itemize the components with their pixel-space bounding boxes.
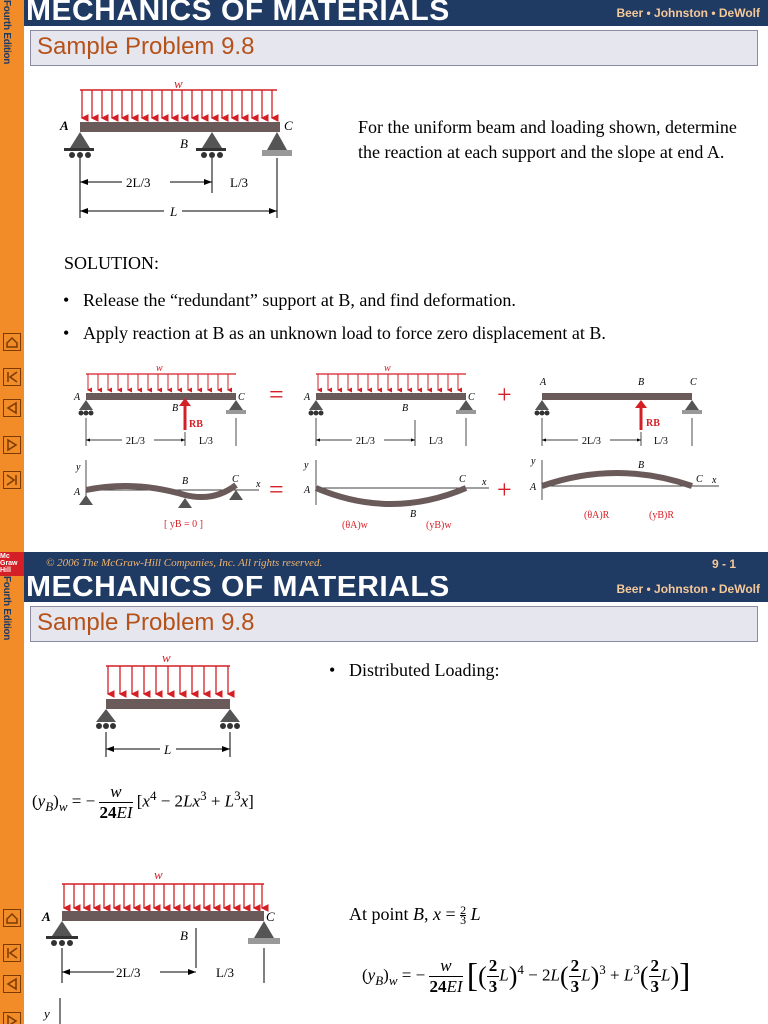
home-button-2[interactable] — [3, 909, 21, 927]
svg-text:C: C — [238, 392, 245, 403]
svg-text:B: B — [410, 509, 417, 520]
section-title: Sample Problem 9.8 — [37, 33, 255, 60]
svg-text:A: A — [304, 392, 311, 403]
svg-text:B: B — [638, 377, 645, 388]
superposition-diagram — [64, 360, 724, 540]
page-number: 9 - 1 — [711, 557, 736, 571]
svg-text:w: w — [154, 868, 163, 882]
authors-2: Beer • Johnston • DeWolf — [616, 582, 760, 596]
svg-text:w: w — [156, 363, 163, 374]
svg-text:y: y — [531, 456, 536, 467]
deflection-equation: $(y_B)_w$ = − $\frac{w}{24EI}$ $[x^4 - 2Lx^3 + L^3x]$ — [32, 782, 254, 822]
svg-text:(yB)R: (yB)R — [649, 510, 674, 521]
svg-text:B: B — [180, 928, 188, 943]
next-slide-button-2[interactable] — [3, 1012, 21, 1024]
section-title-2: Sample Problem 9.8 — [37, 609, 255, 636]
prev-slide-button-2[interactable] — [3, 975, 21, 993]
equals-sign-2: = — [269, 475, 284, 504]
svg-text:y: y — [76, 462, 81, 473]
svg-text:w: w — [174, 78, 183, 91]
svg-text:(yB)w: (yB)w — [426, 520, 452, 531]
svg-text:C: C — [232, 474, 239, 485]
svg-text:x: x — [712, 475, 717, 486]
equals-sign: = — [269, 380, 284, 409]
svg-text:A: A — [540, 377, 547, 388]
section-title-box — [30, 30, 758, 66]
header-bar — [24, 0, 768, 26]
svg-text:A: A — [74, 487, 81, 498]
first-slide-button[interactable] — [3, 368, 21, 386]
publisher-logo: Mc Graw Hill — [0, 552, 24, 576]
bullet-2: • Apply reaction at B as an unknown load to force zero displacement at B. — [83, 323, 606, 344]
svg-text:y: y — [304, 460, 309, 471]
svg-text:x: x — [482, 477, 487, 488]
first-slide-icon — [5, 370, 19, 384]
svg-text:[ yB = 0 ]: [ yB = 0 ] — [164, 519, 203, 530]
svg-text:L/3: L/3 — [216, 965, 235, 980]
svg-text:C: C — [284, 118, 293, 133]
bullet-1: • Release the “redundant” support at B, and find deformation. — [83, 290, 516, 311]
svg-text:2L/3: 2L/3 — [356, 436, 375, 447]
svg-text:2L/3: 2L/3 — [126, 436, 145, 447]
svg-text:C: C — [459, 474, 466, 485]
next-icon — [5, 1014, 19, 1024]
svg-text:y: y — [44, 1006, 50, 1021]
svg-text:C: C — [266, 909, 275, 924]
first-slide-button-2[interactable] — [3, 944, 21, 962]
svg-text:A: A — [74, 392, 81, 403]
next-slide-button[interactable] — [3, 436, 21, 454]
home-icon — [5, 335, 19, 349]
svg-text:C: C — [690, 377, 697, 388]
slide-footer — [0, 552, 768, 576]
svg-text:w: w — [384, 363, 391, 374]
svg-text:B: B — [182, 476, 189, 487]
svg-text:C: C — [468, 392, 475, 403]
course-title: MECHANICS OF MATERIALS — [26, 0, 450, 27]
svg-text:A: A — [60, 118, 69, 133]
home-button[interactable] — [3, 333, 21, 351]
svg-text:B: B — [638, 460, 645, 471]
beam-diagram-2 — [36, 868, 306, 1024]
prev-slide-button[interactable] — [3, 399, 21, 417]
slide-2 — [0, 576, 768, 1024]
svg-text:L: L — [170, 204, 178, 219]
first-slide-icon — [5, 946, 19, 960]
copyright: © 2006 The McGraw-Hill Companies, Inc. All rights reserved. — [46, 557, 323, 569]
last-slide-icon — [5, 473, 19, 487]
svg-text:2L/3: 2L/3 — [126, 175, 151, 190]
svg-text:B: B — [402, 403, 409, 414]
home-icon — [5, 911, 19, 925]
svg-text:2L/3: 2L/3 — [116, 965, 141, 980]
section-title-box-2 — [30, 606, 758, 642]
svg-text:B: B — [172, 403, 179, 414]
next-icon — [5, 438, 19, 452]
header-bar-2 — [24, 576, 768, 602]
prev-icon — [5, 977, 19, 991]
svg-text:L/3: L/3 — [230, 175, 249, 190]
svg-text:L/3: L/3 — [429, 436, 443, 447]
svg-text:(θA)w: (θA)w — [342, 520, 368, 531]
svg-text:L/3: L/3 — [199, 436, 213, 447]
last-slide-button[interactable] — [3, 471, 21, 489]
distributed-loading-bullet: • Distributed Loading: — [349, 660, 499, 681]
svg-text:w: w — [162, 652, 171, 665]
svg-text:A: A — [304, 485, 311, 496]
svg-text:x: x — [256, 479, 261, 490]
plus-sign: + — [497, 380, 512, 409]
prev-icon — [5, 401, 19, 415]
svg-text:A: A — [530, 482, 537, 493]
edition-label-2: Fourth Edition — [1, 576, 12, 641]
svg-text:RB: RB — [646, 418, 660, 429]
svg-text:2L/3: 2L/3 — [582, 436, 601, 447]
svg-text:C: C — [696, 474, 703, 485]
authors: Beer • Johnston • DeWolf — [616, 6, 760, 20]
simply-supported-beam-diagram — [88, 652, 258, 762]
point-b-deflection-equation: $(y_B)_w$ = − $\frac{w}{24EI}$ [( $\frac{2}{3}$ L)$^4$ − 2L( $\frac{2}{3}$ $L)^3 + L^3$( $\frac{2}{3}$ L)] — [362, 956, 691, 996]
sidebar — [0, 0, 24, 552]
svg-text:A: A — [42, 909, 51, 924]
solution-heading: SOLUTION: — [64, 253, 159, 273]
svg-text:RB: RB — [189, 419, 203, 430]
svg-text:L/3: L/3 — [654, 436, 668, 447]
sidebar-2 — [0, 576, 24, 1024]
point-b-text: At point B, x = $\frac{2}{3}$ L — [349, 903, 481, 928]
edition-label: Fourth Edition — [1, 0, 12, 65]
plus-sign-2: + — [497, 475, 512, 504]
course-title-2: MECHANICS OF MATERIALS — [26, 576, 450, 603]
svg-text:L: L — [164, 742, 172, 757]
problem-statement: For the uniform beam and loading shown, determine the reaction at each support and the slope at end A. — [358, 117, 737, 162]
svg-text:B: B — [180, 136, 188, 151]
svg-text:(θA)R: (θA)R — [584, 510, 610, 521]
beam-diagram — [52, 78, 312, 223]
